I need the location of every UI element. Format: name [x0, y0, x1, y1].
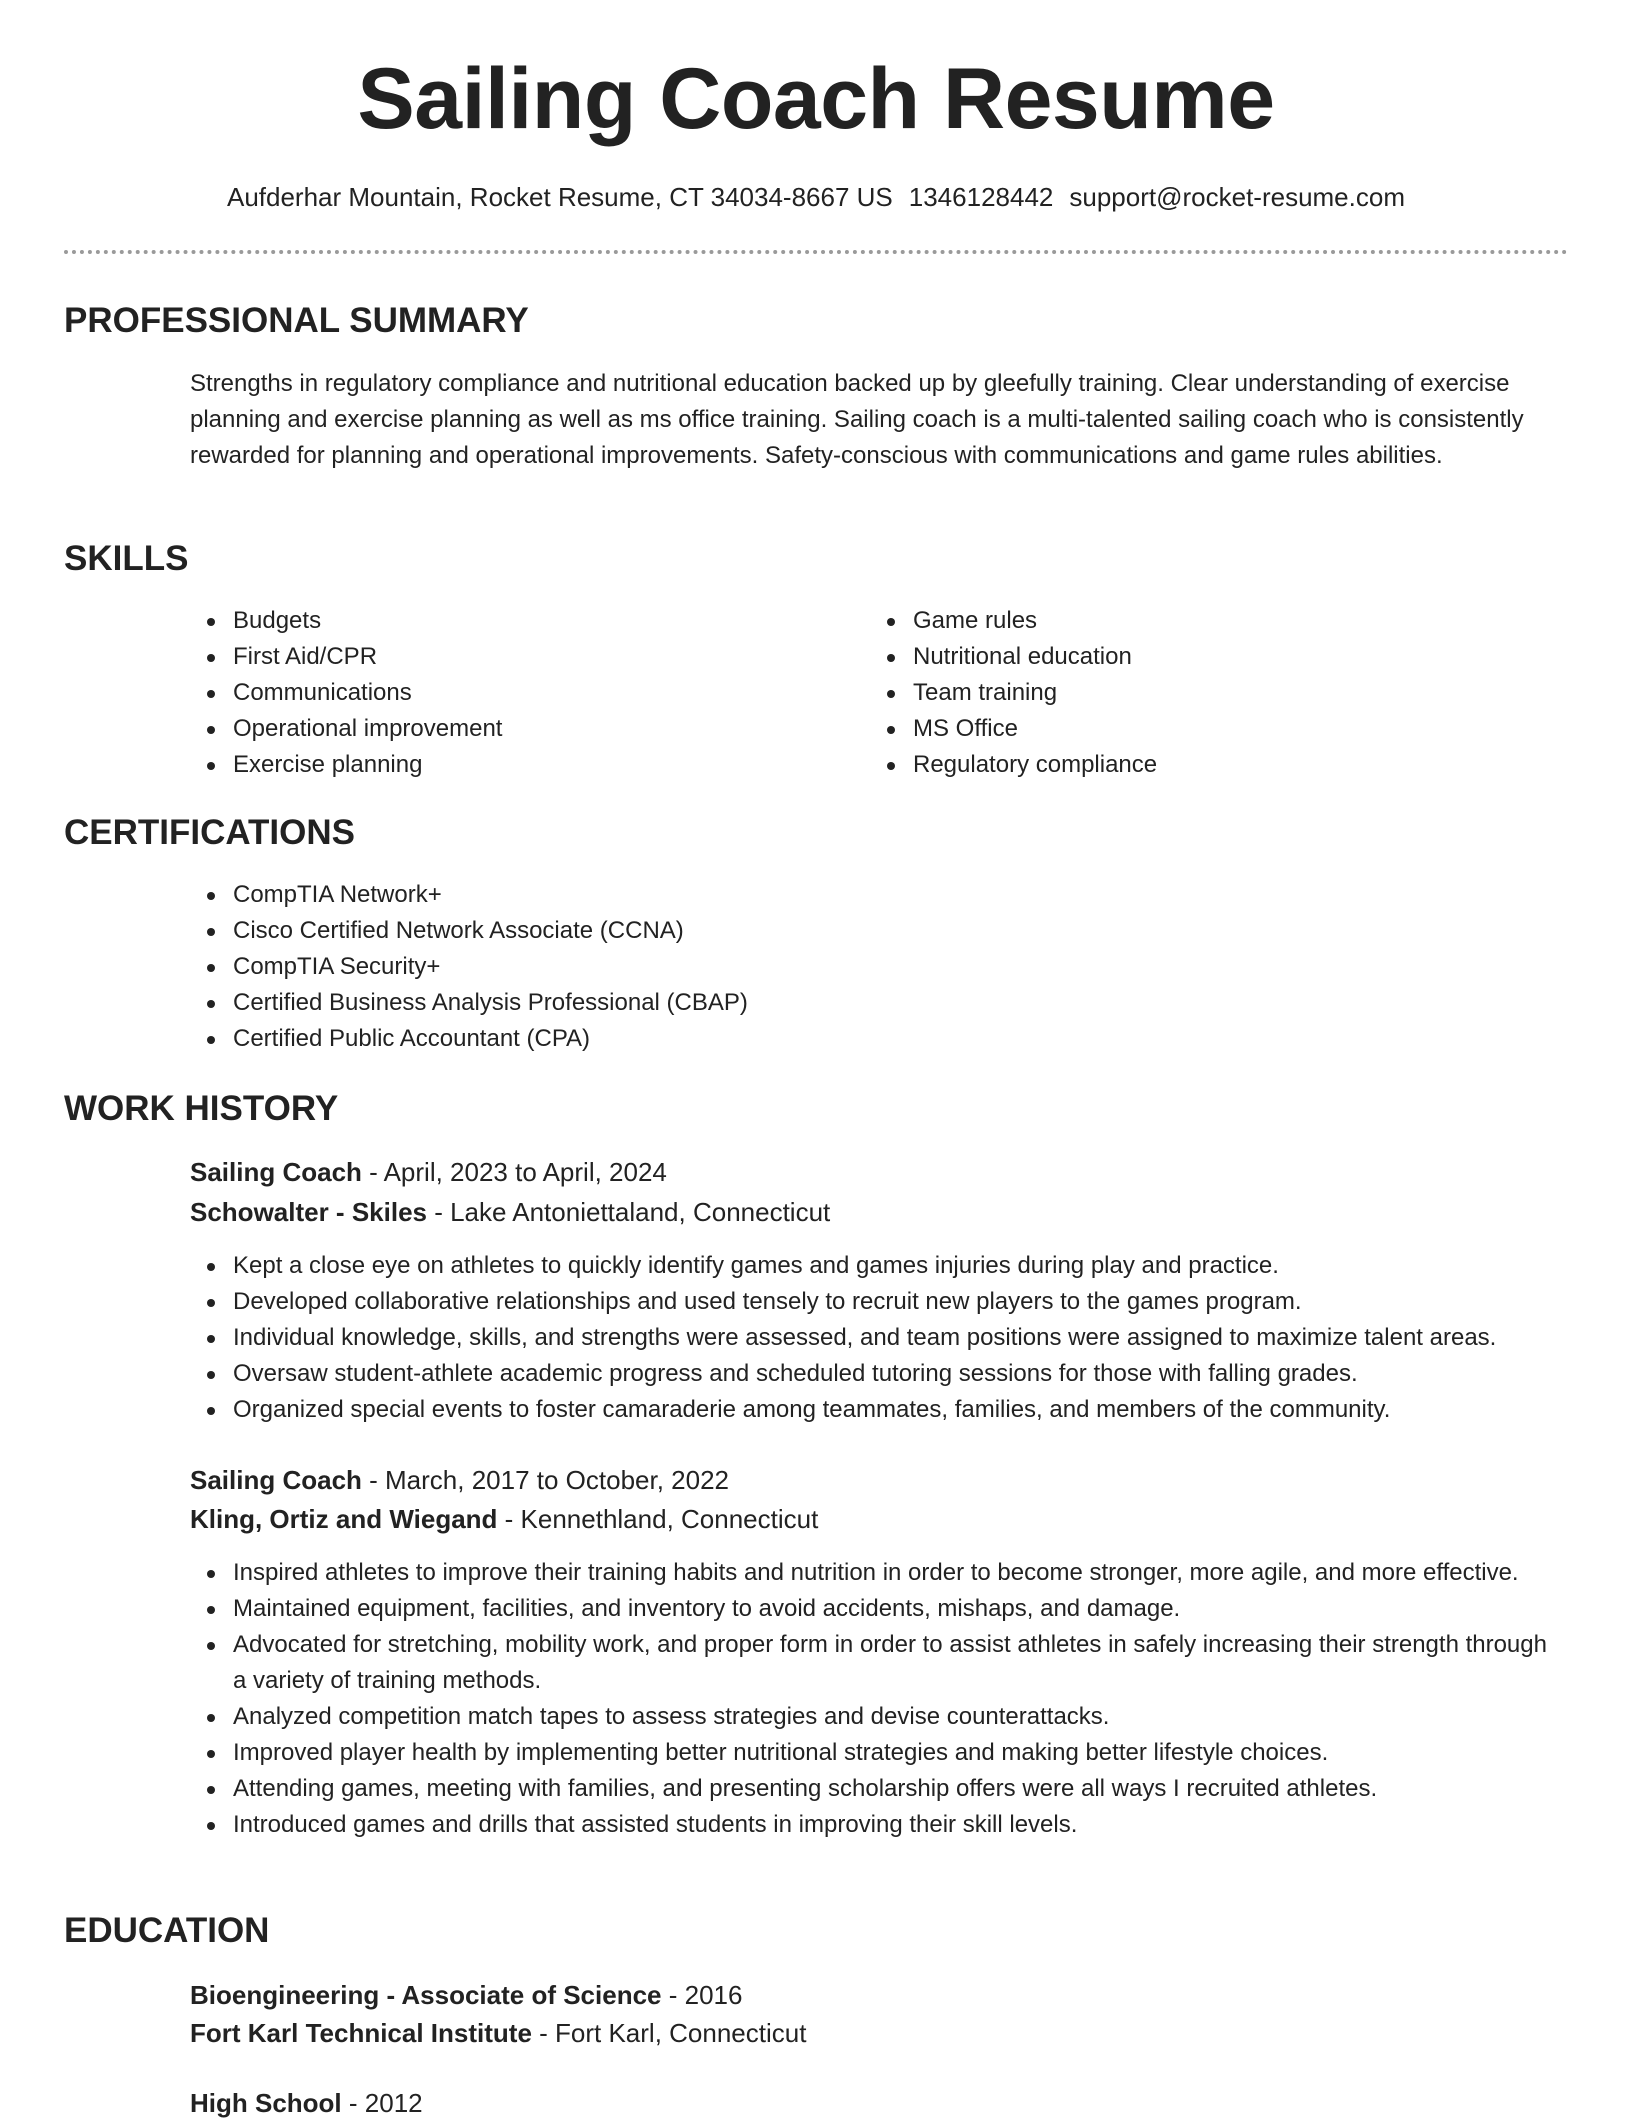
list-item: Individual knowledge, skills, and strengths were assessed, and team positions were assigned to maximize talent areas. — [190, 1320, 1570, 1356]
education-location: - Fort Karl, Connecticut — [531, 2018, 807, 2048]
list-item: Budgets — [190, 603, 810, 639]
contact-line — [0, 182, 1632, 213]
job-company-line — [190, 1197, 830, 1228]
list-item: CompTIA Network+ — [190, 877, 1570, 913]
education-school: Fort Karl Technical Institute — [190, 2018, 532, 2048]
job-role: Sailing Coach — [190, 1157, 362, 1187]
education-degree-line — [190, 2088, 423, 2119]
job-company: Kling, Ortiz and Wiegand — [190, 1504, 498, 1534]
education-heading: EDUCATION — [64, 1911, 270, 1950]
summary-heading: PROFESSIONAL SUMMARY — [64, 301, 529, 340]
list-item: Team training — [870, 675, 1490, 711]
job-company-line — [190, 1504, 818, 1535]
certifications-heading: CERTIFICATIONS — [64, 813, 356, 852]
list-item: MS Office — [870, 711, 1490, 747]
job-title-line — [190, 1465, 729, 1496]
job-location: - Lake Antoniettaland, Connecticut — [426, 1197, 831, 1227]
list-item: Inspired athletes to improve their training habits and nutrition in order to become stronger, more agile, and more effective. — [190, 1555, 1550, 1591]
job-location: - Kennethland, Connecticut — [497, 1504, 819, 1534]
job-bullets — [190, 1248, 1570, 1428]
job-title-line — [190, 1157, 667, 1188]
list-item: Nutritional education — [870, 639, 1490, 675]
contact-address: Aufderhar Mountain, Rocket Resume, CT 34034-8667 US — [226, 182, 893, 212]
list-item: Regulatory compliance — [870, 747, 1490, 783]
education-degree: High School — [190, 2088, 342, 2118]
job-dates: - April, 2023 to April, 2024 — [361, 1157, 667, 1187]
skills-list-left — [190, 603, 810, 783]
list-item: Cisco Certified Network Associate (CCNA) — [190, 913, 1570, 949]
list-item: Organized special events to foster camaraderie among teammates, families, and members of the community. — [190, 1392, 1570, 1428]
list-item: Maintained equipment, facilities, and inventory to avoid accidents, mishaps, and damage. — [190, 1591, 1550, 1627]
education-degree-line — [190, 1980, 742, 2011]
contact-email[interactable]: support@rocket-resume.com — [1069, 182, 1405, 212]
job-company: Schowalter - Skiles — [190, 1197, 427, 1227]
list-item: Game rules — [870, 603, 1490, 639]
list-item: Analyzed competition match tapes to assess strategies and devise counterattacks. — [190, 1699, 1550, 1735]
list-item: Developed collaborative relationships and used tensely to recruit new players to the games program. — [190, 1284, 1570, 1320]
list-item: Oversaw student-athlete academic progress and scheduled tutoring sessions for those with falling grades. — [190, 1356, 1570, 1392]
list-item: Advocated for stretching, mobility work, and proper form in order to assist athletes in safely increasing their strength through a variety of training methods. — [190, 1627, 1550, 1699]
job-role: Sailing Coach — [190, 1465, 362, 1495]
header-divider — [64, 250, 1568, 254]
resume-title: Sailing Coach Resume — [357, 51, 1275, 147]
list-item: Exercise planning — [190, 747, 810, 783]
list-item: Improved player health by implementing better nutritional strategies and making better lifestyle choices. — [190, 1735, 1550, 1771]
list-item: First Aid/CPR — [190, 639, 810, 675]
list-item: Kept a close eye on athletes to quickly identify games and games injuries during play and practice. — [190, 1248, 1570, 1284]
list-item: Operational improvement — [190, 711, 810, 747]
work-history-heading: WORK HISTORY — [64, 1089, 339, 1128]
education-year: - 2016 — [661, 1980, 743, 2010]
list-item: Certified Business Analysis Professional (CBAP) — [190, 985, 1570, 1021]
skills-list-right — [870, 603, 1490, 783]
job-dates: - March, 2017 to October, 2022 — [361, 1465, 730, 1495]
list-item: Introduced games and drills that assisted students in improving their skill levels. — [190, 1807, 1550, 1843]
education-year: - 2012 — [341, 2088, 423, 2118]
education-degree: Bioengineering - Associate of Science — [190, 1980, 662, 2010]
list-item: Attending games, meeting with families, and presenting scholarship offers were all ways I recruited athletes. — [190, 1771, 1550, 1807]
list-item: CompTIA Security+ — [190, 949, 1570, 985]
summary-text: Strengths in regulatory compliance and nutritional education backed up by gleefully training. Clear understanding of exercise planning and exercise planning as well as ms office training. Sailing coach is a multi-talented sailing coach who is consistently rewarded for planning and operational improvements. Safety-conscious with communications and game rules abilities. — [190, 370, 1524, 469]
list-item: Communications — [190, 675, 810, 711]
job-bullets — [190, 1555, 1550, 1843]
certifications-list — [190, 877, 1570, 1057]
contact-phone: 1346128442 — [908, 182, 1054, 212]
skills-heading: SKILLS — [64, 539, 189, 578]
list-item: Certified Public Accountant (CPA) — [190, 1021, 1570, 1057]
education-school-line — [190, 2018, 806, 2049]
